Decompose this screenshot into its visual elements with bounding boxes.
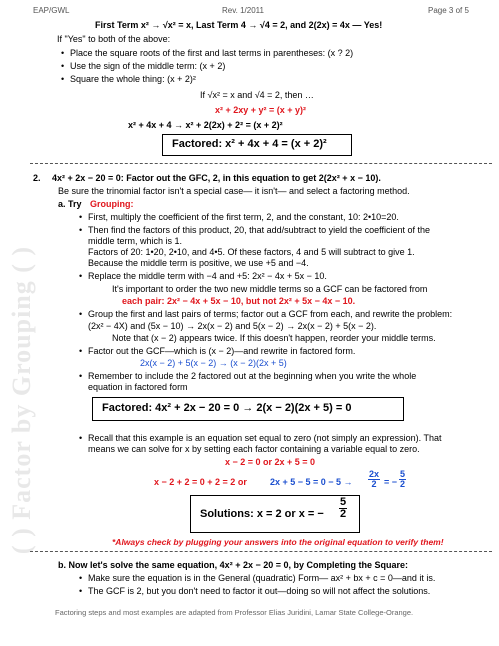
solve-left: x − 2 + 2 = 0 + 2 = 2 or xyxy=(154,477,247,487)
solution-fraction: $\frac{5}{2}$ xyxy=(340,496,347,520)
equals-minus: = − xyxy=(384,477,398,487)
a-bullet-2-l4: Because the middle term is positive, we use +5 and −4. xyxy=(88,258,309,268)
solutions-text: Solutions: x = 2 or x = − xyxy=(200,508,324,520)
apply-line: x² + 4x + 4 → x² + 2(2x) + 2² = (x + 2)² xyxy=(128,120,283,130)
a-sub-2: Note that (x − 2) appears twice. If this doesn't happen, reorder your middle terms. xyxy=(112,333,436,343)
a-bullet-3: • Replace the middle term with −4 and +5: 2x² − 4x + 5x − 10. xyxy=(88,271,499,282)
a-bullet-1: • First, multiply the coefficient of the first term, 2, and the constant, 10: 2•10=20. xyxy=(88,212,499,223)
if-yes-line: If "Yes" to both of the above: xyxy=(57,34,171,44)
a-bullet-4-l1: • Group the first and last pairs of terms; factor out a GCF from each, and rewrite the problem: xyxy=(88,309,499,320)
a-sub-1-l1: It's important to order the two new middle terms so a GCF can be factored from xyxy=(112,284,428,294)
a-bullet-2-l1: • Then find the factors of this product, 20, that add/subtract to yield the coefficient of the xyxy=(88,225,499,236)
a-sub-1-l2: each pair: 2x² − 4x + 5x − 10, but not 2x² + 5x − 4x − 10. xyxy=(122,296,356,306)
a-bullet-5-eq: 2x(x − 2) + 5(x − 2) → (x − 2)(2x + 5) xyxy=(140,358,287,368)
header-center: Rev. 1/2011 xyxy=(222,6,264,15)
solve-right: 2x + 5 − 5 = 0 − 5 → xyxy=(270,477,353,487)
a-bullet-6-l2: equation in factored form xyxy=(88,382,188,392)
bullet-place: • Place the square roots of the first and last terms in parentheses: (x ? 2) xyxy=(70,48,499,59)
a-bullet-2-l2: middle term, which is 1. xyxy=(88,236,183,246)
a-bullet-7-l2: means we can solve for x by setting each factor containing a variable equal to zero. xyxy=(88,444,420,454)
a-bullet-2-l3: Factors of 20: 1•20, 2•10, and 4•5. Of these factors, 4 and 5 will subtract to give 1. xyxy=(88,247,415,257)
sidebar-watermark: ( ) Factor by Grouping ( ) xyxy=(6,245,36,555)
a-bullet-4-l2: (2x² − 4X) and (5x − 10) → 2x(x − 2) and 5(x − 2) → 2x(x − 2) + 5(x − 2). xyxy=(88,321,377,331)
method-a-name: Grouping: xyxy=(90,199,134,209)
fraction-2x-over-2: $\frac{2x}{2}$ xyxy=(369,469,380,489)
a-bullet-7-l1: • Recall that this example is an equation set equal to zero (not simply an expression). That xyxy=(88,433,499,444)
factored-text-1: Factored: x² + 4x + 4 = (x + 2)² xyxy=(172,138,327,150)
a-bullet-6-l1: • Remember to include the 2 factored out at the beginning when you write the whole xyxy=(88,371,499,382)
fraction-5-over-2: $\frac{5}{2}$ xyxy=(400,469,406,489)
a-bullet-5: • Factor out the GCF—which is (x − 2)—and rewrite in factored form. xyxy=(88,346,499,357)
divider-1 xyxy=(30,163,492,164)
header-left: EAP/GWL xyxy=(33,6,70,15)
if-line: If √x² = x and √4 = 2, then … xyxy=(200,90,314,100)
header-right: Page 3 of 5 xyxy=(428,6,469,15)
factored-text-2: Factored: 4x² + 2x − 20 = 0 → 2(x − 2)(2x + 5) = 0 xyxy=(102,402,352,414)
trinomial-line: Be sure the trinomial factor isn't a special case— it isn't— and select a factoring method. xyxy=(58,186,410,196)
method-b-line: b. Now let's solve the same equation, 4x² + 2x − 20 = 0, by Completing the Square: xyxy=(58,560,408,570)
zero-eq-line: x − 2 = 0 or 2x + 5 = 0 xyxy=(225,457,316,467)
section-number: 2. xyxy=(33,173,41,183)
check-note: *Always check by plugging your answers into the original equation to verify them! xyxy=(112,537,444,547)
first-term-line: First Term x² → √x² = x, Last Term 4 → √4 = 2, and 2(2x) = 4x — Yes! xyxy=(95,20,383,30)
divider-2 xyxy=(30,551,492,552)
problem-line: 4x² + 2x − 20 = 0: Factor out the GFC, 2, in this equation to get 2(2x² + x − 10). xyxy=(52,173,381,183)
bullet-sign: • Use the sign of the middle term: (x + 2) xyxy=(70,61,499,72)
identity-line: x² + 2xy + y² = (x + y)² xyxy=(215,105,307,115)
b-bullet-1: • Make sure the equation is in the General (quadratic) Form— ax² + bx + c = 0—and it is. xyxy=(88,573,499,584)
bullet-square: • Square the whole thing: (x + 2)² xyxy=(70,74,499,85)
method-a-label: a. Try xyxy=(58,199,82,209)
footer: Factoring steps and most examples are adapted from Professor Elias Juridini, Lamar State College-Orange. xyxy=(55,608,414,617)
b-bullet-2: • The GCF is 2, but you don't need to factor it out—doing so will not affect the solutions. xyxy=(88,586,499,597)
